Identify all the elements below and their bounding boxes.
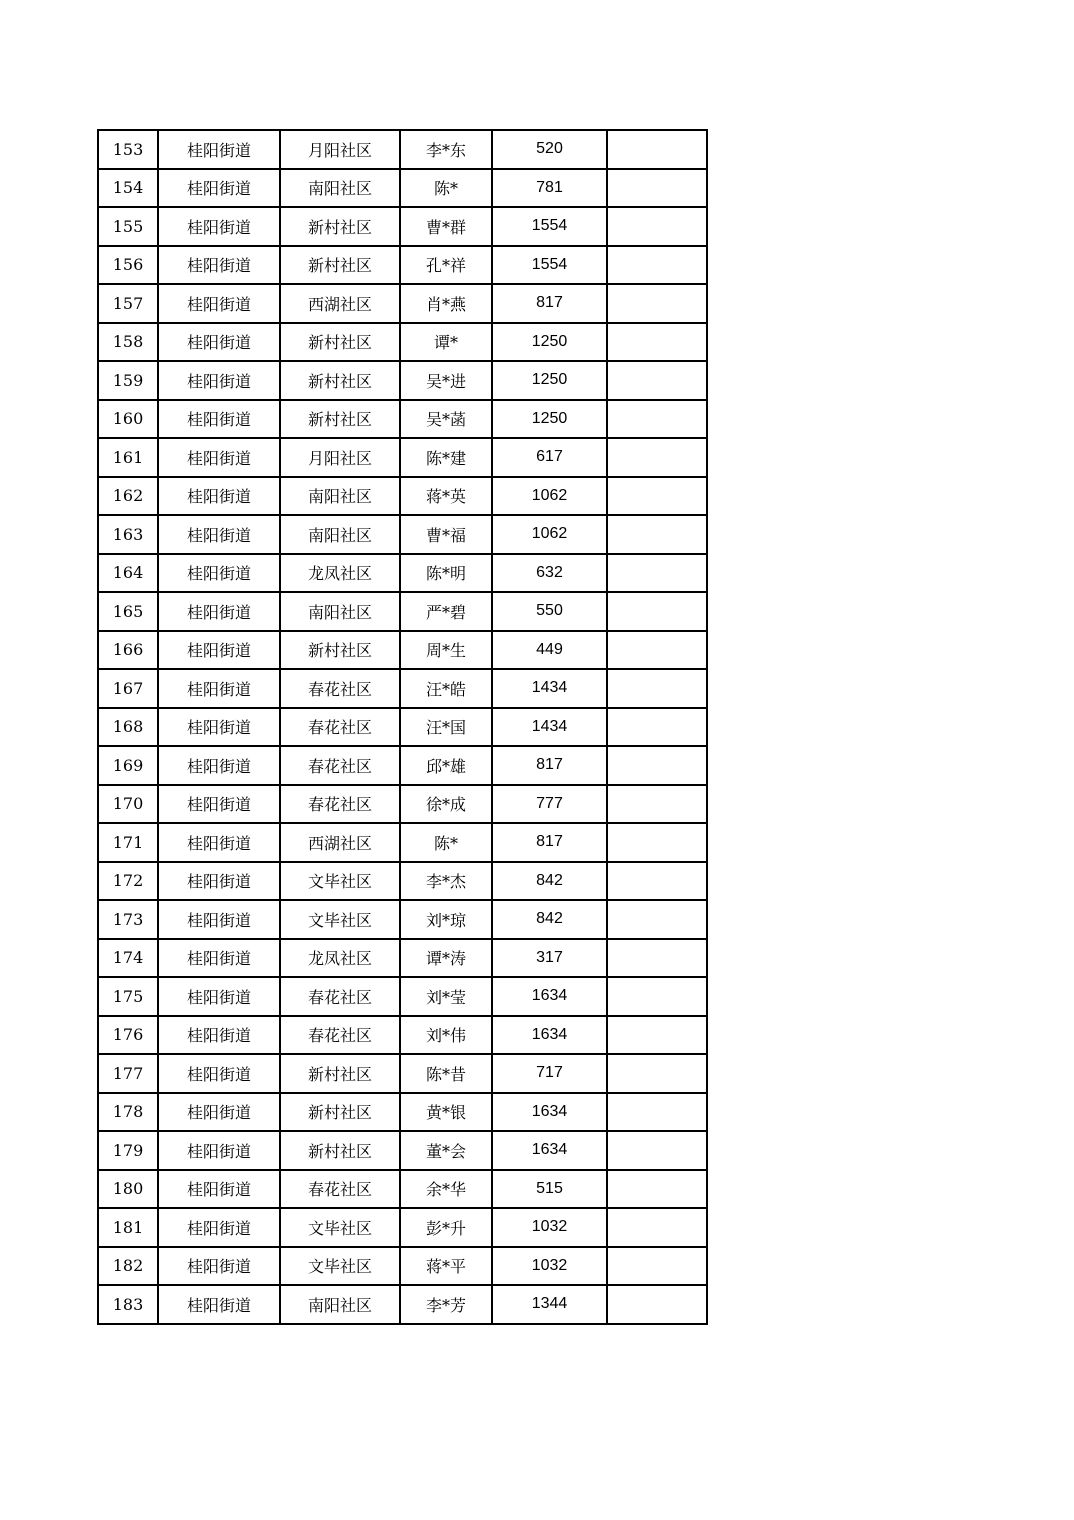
community-cell: 新村社区 [280, 1131, 400, 1170]
community-cell: 春花社区 [280, 977, 400, 1016]
community-cell: 春花社区 [280, 669, 400, 708]
amount-cell: 632 [492, 554, 607, 593]
person-name-cell: 吴*进 [400, 361, 492, 400]
street-cell: 桂阳街道 [158, 246, 280, 285]
community-cell: 文毕社区 [280, 1247, 400, 1286]
row-number-cell: 160 [98, 400, 158, 439]
community-cell: 南阳社区 [280, 477, 400, 516]
amount-cell: 1434 [492, 669, 607, 708]
person-name-cell: 曹*福 [400, 515, 492, 554]
amount-cell: 317 [492, 939, 607, 978]
note-cell [607, 1016, 707, 1055]
street-cell: 桂阳街道 [158, 862, 280, 901]
community-cell: 南阳社区 [280, 169, 400, 208]
person-name-cell: 肖*燕 [400, 284, 492, 323]
community-cell: 龙凤社区 [280, 554, 400, 593]
community-cell: 南阳社区 [280, 592, 400, 631]
street-cell: 桂阳街道 [158, 477, 280, 516]
street-cell: 桂阳街道 [158, 323, 280, 362]
note-cell [607, 900, 707, 939]
table-row [98, 785, 707, 824]
person-name-cell: 黄*银 [400, 1093, 492, 1132]
row-number-cell: 163 [98, 515, 158, 554]
row-number-cell: 177 [98, 1054, 158, 1093]
row-number-cell: 155 [98, 207, 158, 246]
person-name-cell: 陈* [400, 823, 492, 862]
note-cell [607, 130, 707, 169]
community-cell: 新村社区 [280, 1054, 400, 1093]
note-cell [607, 1093, 707, 1132]
note-cell [607, 746, 707, 785]
subsidy-table [97, 129, 708, 1325]
table-row [98, 708, 707, 747]
community-cell: 南阳社区 [280, 515, 400, 554]
note-cell [607, 207, 707, 246]
row-number-cell: 178 [98, 1093, 158, 1132]
amount-cell: 1032 [492, 1247, 607, 1286]
table-row [98, 477, 707, 516]
table-row [98, 207, 707, 246]
amount-cell: 817 [492, 284, 607, 323]
table-row [98, 246, 707, 285]
note-cell [607, 438, 707, 477]
table-row [98, 515, 707, 554]
community-cell: 西湖社区 [280, 284, 400, 323]
note-cell [607, 400, 707, 439]
person-name-cell: 徐*成 [400, 785, 492, 824]
row-number-cell: 164 [98, 554, 158, 593]
row-number-cell: 162 [98, 477, 158, 516]
community-cell: 新村社区 [280, 631, 400, 670]
table-row [98, 746, 707, 785]
street-cell: 桂阳街道 [158, 169, 280, 208]
amount-cell: 781 [492, 169, 607, 208]
note-cell [607, 515, 707, 554]
street-cell: 桂阳街道 [158, 515, 280, 554]
table-row [98, 631, 707, 670]
table-row [98, 1093, 707, 1132]
street-cell: 桂阳街道 [158, 1131, 280, 1170]
row-number-cell: 169 [98, 746, 158, 785]
street-cell: 桂阳街道 [158, 1247, 280, 1286]
person-name-cell: 李*杰 [400, 862, 492, 901]
amount-cell: 842 [492, 900, 607, 939]
row-number-cell: 170 [98, 785, 158, 824]
person-name-cell: 李*东 [400, 130, 492, 169]
community-cell: 春花社区 [280, 746, 400, 785]
amount-cell: 1250 [492, 323, 607, 362]
note-cell [607, 284, 707, 323]
person-name-cell: 吴*菡 [400, 400, 492, 439]
street-cell: 桂阳街道 [158, 1170, 280, 1209]
table-row [98, 1054, 707, 1093]
amount-cell: 1554 [492, 246, 607, 285]
street-cell: 桂阳街道 [158, 554, 280, 593]
street-cell: 桂阳街道 [158, 130, 280, 169]
note-cell [607, 1247, 707, 1286]
person-name-cell: 邱*雄 [400, 746, 492, 785]
street-cell: 桂阳街道 [158, 361, 280, 400]
community-cell: 文毕社区 [280, 862, 400, 901]
table-row [98, 1247, 707, 1286]
community-cell: 南阳社区 [280, 1285, 400, 1324]
amount-cell: 842 [492, 862, 607, 901]
note-cell [607, 669, 707, 708]
amount-cell: 617 [492, 438, 607, 477]
row-number-cell: 166 [98, 631, 158, 670]
amount-cell: 1434 [492, 708, 607, 747]
table-row [98, 169, 707, 208]
person-name-cell: 刘*琼 [400, 900, 492, 939]
note-cell [607, 862, 707, 901]
note-cell [607, 361, 707, 400]
table-row [98, 977, 707, 1016]
note-cell [607, 1054, 707, 1093]
community-cell: 西湖社区 [280, 823, 400, 862]
table-row [98, 592, 707, 631]
table-row [98, 130, 707, 169]
row-number-cell: 157 [98, 284, 158, 323]
street-cell: 桂阳街道 [158, 1285, 280, 1324]
row-number-cell: 174 [98, 939, 158, 978]
table-row [98, 1016, 707, 1055]
community-cell: 春花社区 [280, 708, 400, 747]
amount-cell: 1250 [492, 361, 607, 400]
person-name-cell: 曹*群 [400, 207, 492, 246]
amount-cell: 1634 [492, 1093, 607, 1132]
table-row [98, 823, 707, 862]
table-row [98, 1131, 707, 1170]
person-name-cell: 董*会 [400, 1131, 492, 1170]
table-row [98, 862, 707, 901]
street-cell: 桂阳街道 [158, 207, 280, 246]
street-cell: 桂阳街道 [158, 1208, 280, 1247]
person-name-cell: 李*芳 [400, 1285, 492, 1324]
row-number-cell: 179 [98, 1131, 158, 1170]
person-name-cell: 刘*莹 [400, 977, 492, 1016]
amount-cell: 1250 [492, 400, 607, 439]
person-name-cell: 周*生 [400, 631, 492, 670]
community-cell: 新村社区 [280, 323, 400, 362]
note-cell [607, 1131, 707, 1170]
row-number-cell: 181 [98, 1208, 158, 1247]
amount-cell: 520 [492, 130, 607, 169]
note-cell [607, 477, 707, 516]
person-name-cell: 彭*升 [400, 1208, 492, 1247]
row-number-cell: 172 [98, 862, 158, 901]
row-number-cell: 167 [98, 669, 158, 708]
table-row [98, 939, 707, 978]
note-cell [607, 246, 707, 285]
amount-cell: 1062 [492, 477, 607, 516]
community-cell: 文毕社区 [280, 900, 400, 939]
row-number-cell: 159 [98, 361, 158, 400]
table-body [98, 130, 707, 1324]
amount-cell: 717 [492, 1054, 607, 1093]
street-cell: 桂阳街道 [158, 438, 280, 477]
street-cell: 桂阳街道 [158, 669, 280, 708]
table-row [98, 400, 707, 439]
row-number-cell: 158 [98, 323, 158, 362]
table-row [98, 1208, 707, 1247]
note-cell [607, 708, 707, 747]
table-row [98, 323, 707, 362]
amount-cell: 550 [492, 592, 607, 631]
community-cell: 新村社区 [280, 1093, 400, 1132]
community-cell: 月阳社区 [280, 438, 400, 477]
table-row [98, 361, 707, 400]
person-name-cell: 谭* [400, 323, 492, 362]
note-cell [607, 1170, 707, 1209]
row-number-cell: 180 [98, 1170, 158, 1209]
row-number-cell: 175 [98, 977, 158, 1016]
person-name-cell: 汪*国 [400, 708, 492, 747]
note-cell [607, 631, 707, 670]
person-name-cell: 陈*建 [400, 438, 492, 477]
table-row [98, 900, 707, 939]
row-number-cell: 173 [98, 900, 158, 939]
person-name-cell: 陈*昔 [400, 1054, 492, 1093]
person-name-cell: 刘*伟 [400, 1016, 492, 1055]
person-name-cell: 严*碧 [400, 592, 492, 631]
street-cell: 桂阳街道 [158, 400, 280, 439]
street-cell: 桂阳街道 [158, 1093, 280, 1132]
row-number-cell: 153 [98, 130, 158, 169]
person-name-cell: 陈*明 [400, 554, 492, 593]
note-cell [607, 1208, 707, 1247]
row-number-cell: 165 [98, 592, 158, 631]
row-number-cell: 168 [98, 708, 158, 747]
note-cell [607, 169, 707, 208]
community-cell: 春花社区 [280, 785, 400, 824]
note-cell [607, 785, 707, 824]
street-cell: 桂阳街道 [158, 708, 280, 747]
table-row [98, 554, 707, 593]
note-cell [607, 939, 707, 978]
amount-cell: 1062 [492, 515, 607, 554]
row-number-cell: 161 [98, 438, 158, 477]
row-number-cell: 176 [98, 1016, 158, 1055]
person-name-cell: 汪*皓 [400, 669, 492, 708]
amount-cell: 1634 [492, 977, 607, 1016]
table-row [98, 1170, 707, 1209]
amount-cell: 1554 [492, 207, 607, 246]
note-cell [607, 554, 707, 593]
community-cell: 文毕社区 [280, 1208, 400, 1247]
amount-cell: 1634 [492, 1016, 607, 1055]
person-name-cell: 蒋*平 [400, 1247, 492, 1286]
note-cell [607, 592, 707, 631]
community-cell: 新村社区 [280, 361, 400, 400]
note-cell [607, 977, 707, 1016]
table-row [98, 1285, 707, 1324]
street-cell: 桂阳街道 [158, 900, 280, 939]
table-row [98, 438, 707, 477]
amount-cell: 1032 [492, 1208, 607, 1247]
street-cell: 桂阳街道 [158, 631, 280, 670]
street-cell: 桂阳街道 [158, 1054, 280, 1093]
street-cell: 桂阳街道 [158, 823, 280, 862]
community-cell: 春花社区 [280, 1016, 400, 1055]
person-name-cell: 陈* [400, 169, 492, 208]
note-cell [607, 1285, 707, 1324]
community-cell: 春花社区 [280, 1170, 400, 1209]
table-row [98, 669, 707, 708]
amount-cell: 449 [492, 631, 607, 670]
street-cell: 桂阳街道 [158, 746, 280, 785]
amount-cell: 515 [492, 1170, 607, 1209]
street-cell: 桂阳街道 [158, 1016, 280, 1055]
street-cell: 桂阳街道 [158, 939, 280, 978]
table-row [98, 284, 707, 323]
street-cell: 桂阳街道 [158, 977, 280, 1016]
note-cell [607, 823, 707, 862]
row-number-cell: 183 [98, 1285, 158, 1324]
community-cell: 新村社区 [280, 400, 400, 439]
community-cell: 龙凤社区 [280, 939, 400, 978]
note-cell [607, 323, 707, 362]
street-cell: 桂阳街道 [158, 284, 280, 323]
street-cell: 桂阳街道 [158, 592, 280, 631]
person-name-cell: 谭*涛 [400, 939, 492, 978]
row-number-cell: 156 [98, 246, 158, 285]
person-name-cell: 余*华 [400, 1170, 492, 1209]
row-number-cell: 182 [98, 1247, 158, 1286]
amount-cell: 777 [492, 785, 607, 824]
amount-cell: 1344 [492, 1285, 607, 1324]
person-name-cell: 蒋*英 [400, 477, 492, 516]
street-cell: 桂阳街道 [158, 785, 280, 824]
amount-cell: 817 [492, 746, 607, 785]
amount-cell: 817 [492, 823, 607, 862]
community-cell: 新村社区 [280, 207, 400, 246]
row-number-cell: 171 [98, 823, 158, 862]
amount-cell: 1634 [492, 1131, 607, 1170]
row-number-cell: 154 [98, 169, 158, 208]
community-cell: 月阳社区 [280, 130, 400, 169]
person-name-cell: 孔*祥 [400, 246, 492, 285]
community-cell: 新村社区 [280, 246, 400, 285]
